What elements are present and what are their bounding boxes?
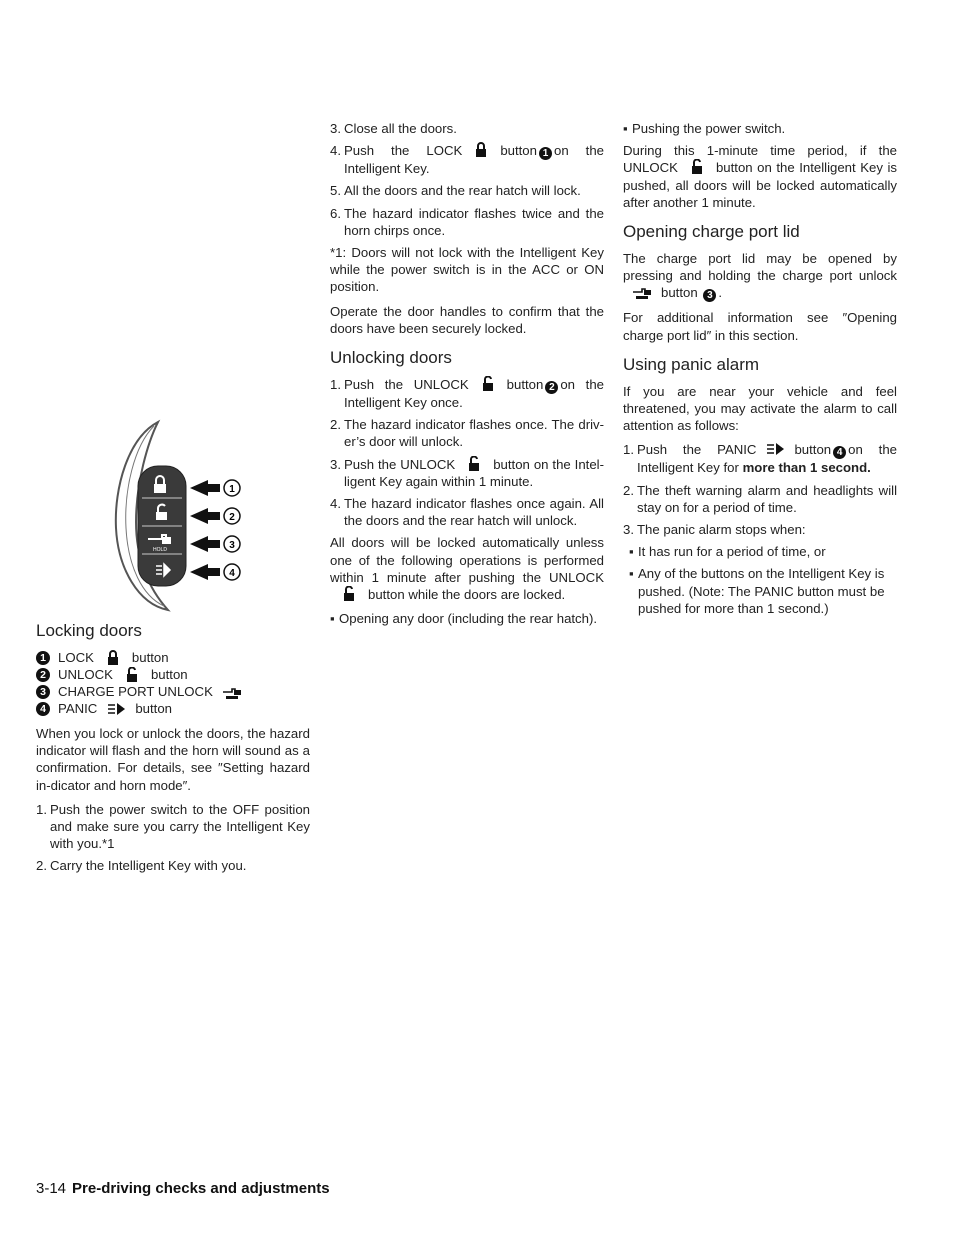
step-text xyxy=(344,376,604,411)
step-number: 5. xyxy=(330,183,341,199)
unlock-icon xyxy=(463,456,485,472)
step-text-post: on the Intelligent Key once. xyxy=(344,377,604,411)
list-item xyxy=(330,182,604,199)
callout-1: 1 xyxy=(229,484,235,495)
callout-3: 3 xyxy=(229,540,235,551)
bullet-text: It has run for a period of time, or xyxy=(638,544,826,560)
period-pre: During this 1-minute time period, if the UNLOCK xyxy=(623,143,897,176)
charge-port-unlock-icon xyxy=(631,284,653,300)
step-text-bold: more than 1 second. xyxy=(742,460,871,476)
list-item xyxy=(36,801,310,853)
callout-4: 4 xyxy=(229,568,235,579)
lock-icon xyxy=(102,650,124,666)
step-text: All the doors and the rear hatch will lock. xyxy=(344,183,581,199)
callout-badge: 1 xyxy=(36,651,50,665)
list-item xyxy=(330,376,604,411)
step-text: The panic alarm stops when: xyxy=(637,522,806,538)
list-item xyxy=(36,857,310,874)
list-item xyxy=(623,543,897,560)
column-middle xyxy=(330,120,604,632)
step-number: 3. xyxy=(330,456,341,472)
list-item xyxy=(330,205,604,239)
step-number: 1. xyxy=(623,442,634,458)
callout-badge: 4 xyxy=(833,446,846,459)
step-text-pre: Push the UNLOCK xyxy=(344,456,456,472)
unlock-icon xyxy=(121,667,143,683)
legend-suffix: button xyxy=(135,700,172,716)
page-footer xyxy=(36,1180,330,1197)
column-right xyxy=(623,120,897,622)
list-item xyxy=(330,610,604,627)
step-text: The hazard indicator flashes once again. All the doors and the rear hatch will unlock. xyxy=(344,496,604,529)
legend-suffix: button xyxy=(150,666,188,682)
step-number: 4. xyxy=(330,496,341,512)
step-text-post: button on the Intel-ligent Key again within 1 minute. xyxy=(344,456,604,489)
list-item xyxy=(330,142,604,177)
step-text-post: on the Intelligent Key. xyxy=(344,143,604,177)
column-left xyxy=(36,620,310,880)
bullet-text: Pushing the power switch. xyxy=(632,121,786,136)
list-item xyxy=(623,120,897,137)
legend-item-unlock xyxy=(36,666,310,683)
charge-text-post: . xyxy=(718,285,723,301)
locking-note: *1: Doors will not lock with the Intelligent Key while the power switch is in the ACC or ON position. xyxy=(330,245,604,295)
step-number: 3. xyxy=(623,522,634,538)
auto-lock-pre: All doors will be locked automatically unless one of the following operations is performed within 1 minute after pushing the UNLOCK xyxy=(330,535,604,585)
step-text: Carry the Intelligent Key with you. xyxy=(50,858,247,874)
legend-item-panic xyxy=(36,700,310,717)
bullet-text: Opening any door (including the rear hatch). xyxy=(339,611,598,627)
callout-badge: 1 xyxy=(539,147,552,160)
locking-intro: When you lock or unlock the doors, the hazard indicator will flash and the horn will sound as a confirmation. For details, see ″Setting hazard in-dicator and horn mode″. xyxy=(36,726,310,793)
legend-label: UNLOCK xyxy=(58,666,113,682)
step-text-pre: Push the LOCK xyxy=(344,143,463,159)
step-number: 1. xyxy=(36,801,47,817)
step-text xyxy=(344,142,604,177)
list-item xyxy=(330,456,604,490)
bullet: ▪ xyxy=(623,121,628,136)
list-item xyxy=(330,120,604,137)
step-text: Push the power switch to the OFF position and make sure you carry the Intelligent Key with you.*1 xyxy=(50,801,310,852)
bullet: ▪ xyxy=(330,611,335,627)
intelligent-key-illustration xyxy=(108,418,248,614)
charge-port-unlock-icon xyxy=(221,684,243,700)
callout-badge: 3 xyxy=(703,289,716,302)
callout-badge: 3 xyxy=(36,685,50,699)
period-text xyxy=(623,142,897,211)
callout-badge: 4 xyxy=(36,702,50,716)
charge-text-pre: The charge port lid may be opened by pressing and holding the charge port unlock xyxy=(623,251,897,284)
step-text: Close all the doors. xyxy=(344,121,457,136)
list-item xyxy=(623,521,897,538)
locking-confirm: Operate the door handles to confirm that the doors have been securely locked. xyxy=(330,303,604,336)
step-text: The theft warning alarm and headlights will stay on for a period of time. xyxy=(637,482,897,515)
bullet-text: Any of the buttons on the Intelligent Key is pushed. (Note: The PANIC button must be pushed for more than 1 second.) xyxy=(638,566,885,616)
callout-2: 2 xyxy=(229,512,235,523)
list-item xyxy=(330,495,604,529)
unlock-icon xyxy=(477,376,499,392)
panic-icon xyxy=(764,441,786,457)
panic-intro: If you are near your vehicle and feel threatened, you may activate the alarm to call attention as follows: xyxy=(623,383,897,434)
fob-hold-label: HOLD xyxy=(153,547,167,553)
auto-lock-text xyxy=(330,534,604,603)
unlocking-doors-heading: Unlocking doors xyxy=(330,348,452,368)
legend-label: CHARGE PORT UNLOCK xyxy=(58,683,213,699)
unlock-icon xyxy=(686,159,708,175)
step-number: 6. xyxy=(330,205,341,221)
step-number: 2. xyxy=(36,858,47,874)
step-text xyxy=(637,441,897,476)
list-item xyxy=(623,441,897,476)
step-number: 2. xyxy=(623,482,634,498)
step-number: 4. xyxy=(330,143,341,159)
legend-label: LOCK xyxy=(58,649,94,665)
step-text-mid: button xyxy=(794,442,832,458)
list-item xyxy=(330,416,604,450)
step-text xyxy=(344,456,604,490)
locking-doors-heading: Locking doors xyxy=(36,621,142,640)
step-text: The hazard indicator flashes twice and the horn chirps once. xyxy=(344,205,604,238)
section-title: Pre-driving checks and adjustments xyxy=(72,1180,330,1197)
charge-port-more: For additional information see ″Opening charge port lid″ in this section. xyxy=(623,310,897,343)
legend-item-charge-port-unlock xyxy=(36,683,310,700)
step-text-post: on the Intelligent Key for xyxy=(637,442,897,476)
page-number: 3-14 xyxy=(36,1180,67,1197)
callout-badge: 2 xyxy=(36,668,50,682)
step-text-pre: Push the PANIC xyxy=(637,442,757,458)
legend-item-lock xyxy=(36,649,310,666)
callout-arrows xyxy=(190,480,220,580)
bullet: ▪ xyxy=(629,544,634,560)
step-text-mid: button xyxy=(500,143,537,159)
legend-suffix: button xyxy=(131,649,169,665)
step-number: 3. xyxy=(330,121,341,136)
step-number: 1. xyxy=(330,377,341,393)
charge-text-mid: button xyxy=(661,285,698,301)
list-item xyxy=(623,482,897,516)
legend-label: PANIC xyxy=(58,700,98,716)
auto-lock-post: button while the doors are locked. xyxy=(368,587,566,603)
step-text: The hazard indicator flashes once. The driv-er’s door will unlock. xyxy=(344,417,604,450)
period-post: button on the Intelligent Key is pushed, all doors will be locked automatically after another 1 minute. xyxy=(623,160,897,210)
charge-port-text xyxy=(623,250,897,302)
step-text-mid: button xyxy=(506,377,544,393)
list-item xyxy=(623,565,897,617)
callout-badge: 2 xyxy=(545,381,558,394)
step-number: 2. xyxy=(330,417,341,433)
unlock-icon xyxy=(338,586,360,602)
lock-icon xyxy=(470,142,492,158)
bullet: ▪ xyxy=(629,566,634,582)
charge-port-heading: Opening charge port lid xyxy=(623,222,800,242)
step-text-pre: Push the UNLOCK xyxy=(344,377,469,393)
panic-icon xyxy=(105,701,127,717)
panic-alarm-heading: Using panic alarm xyxy=(623,354,760,374)
